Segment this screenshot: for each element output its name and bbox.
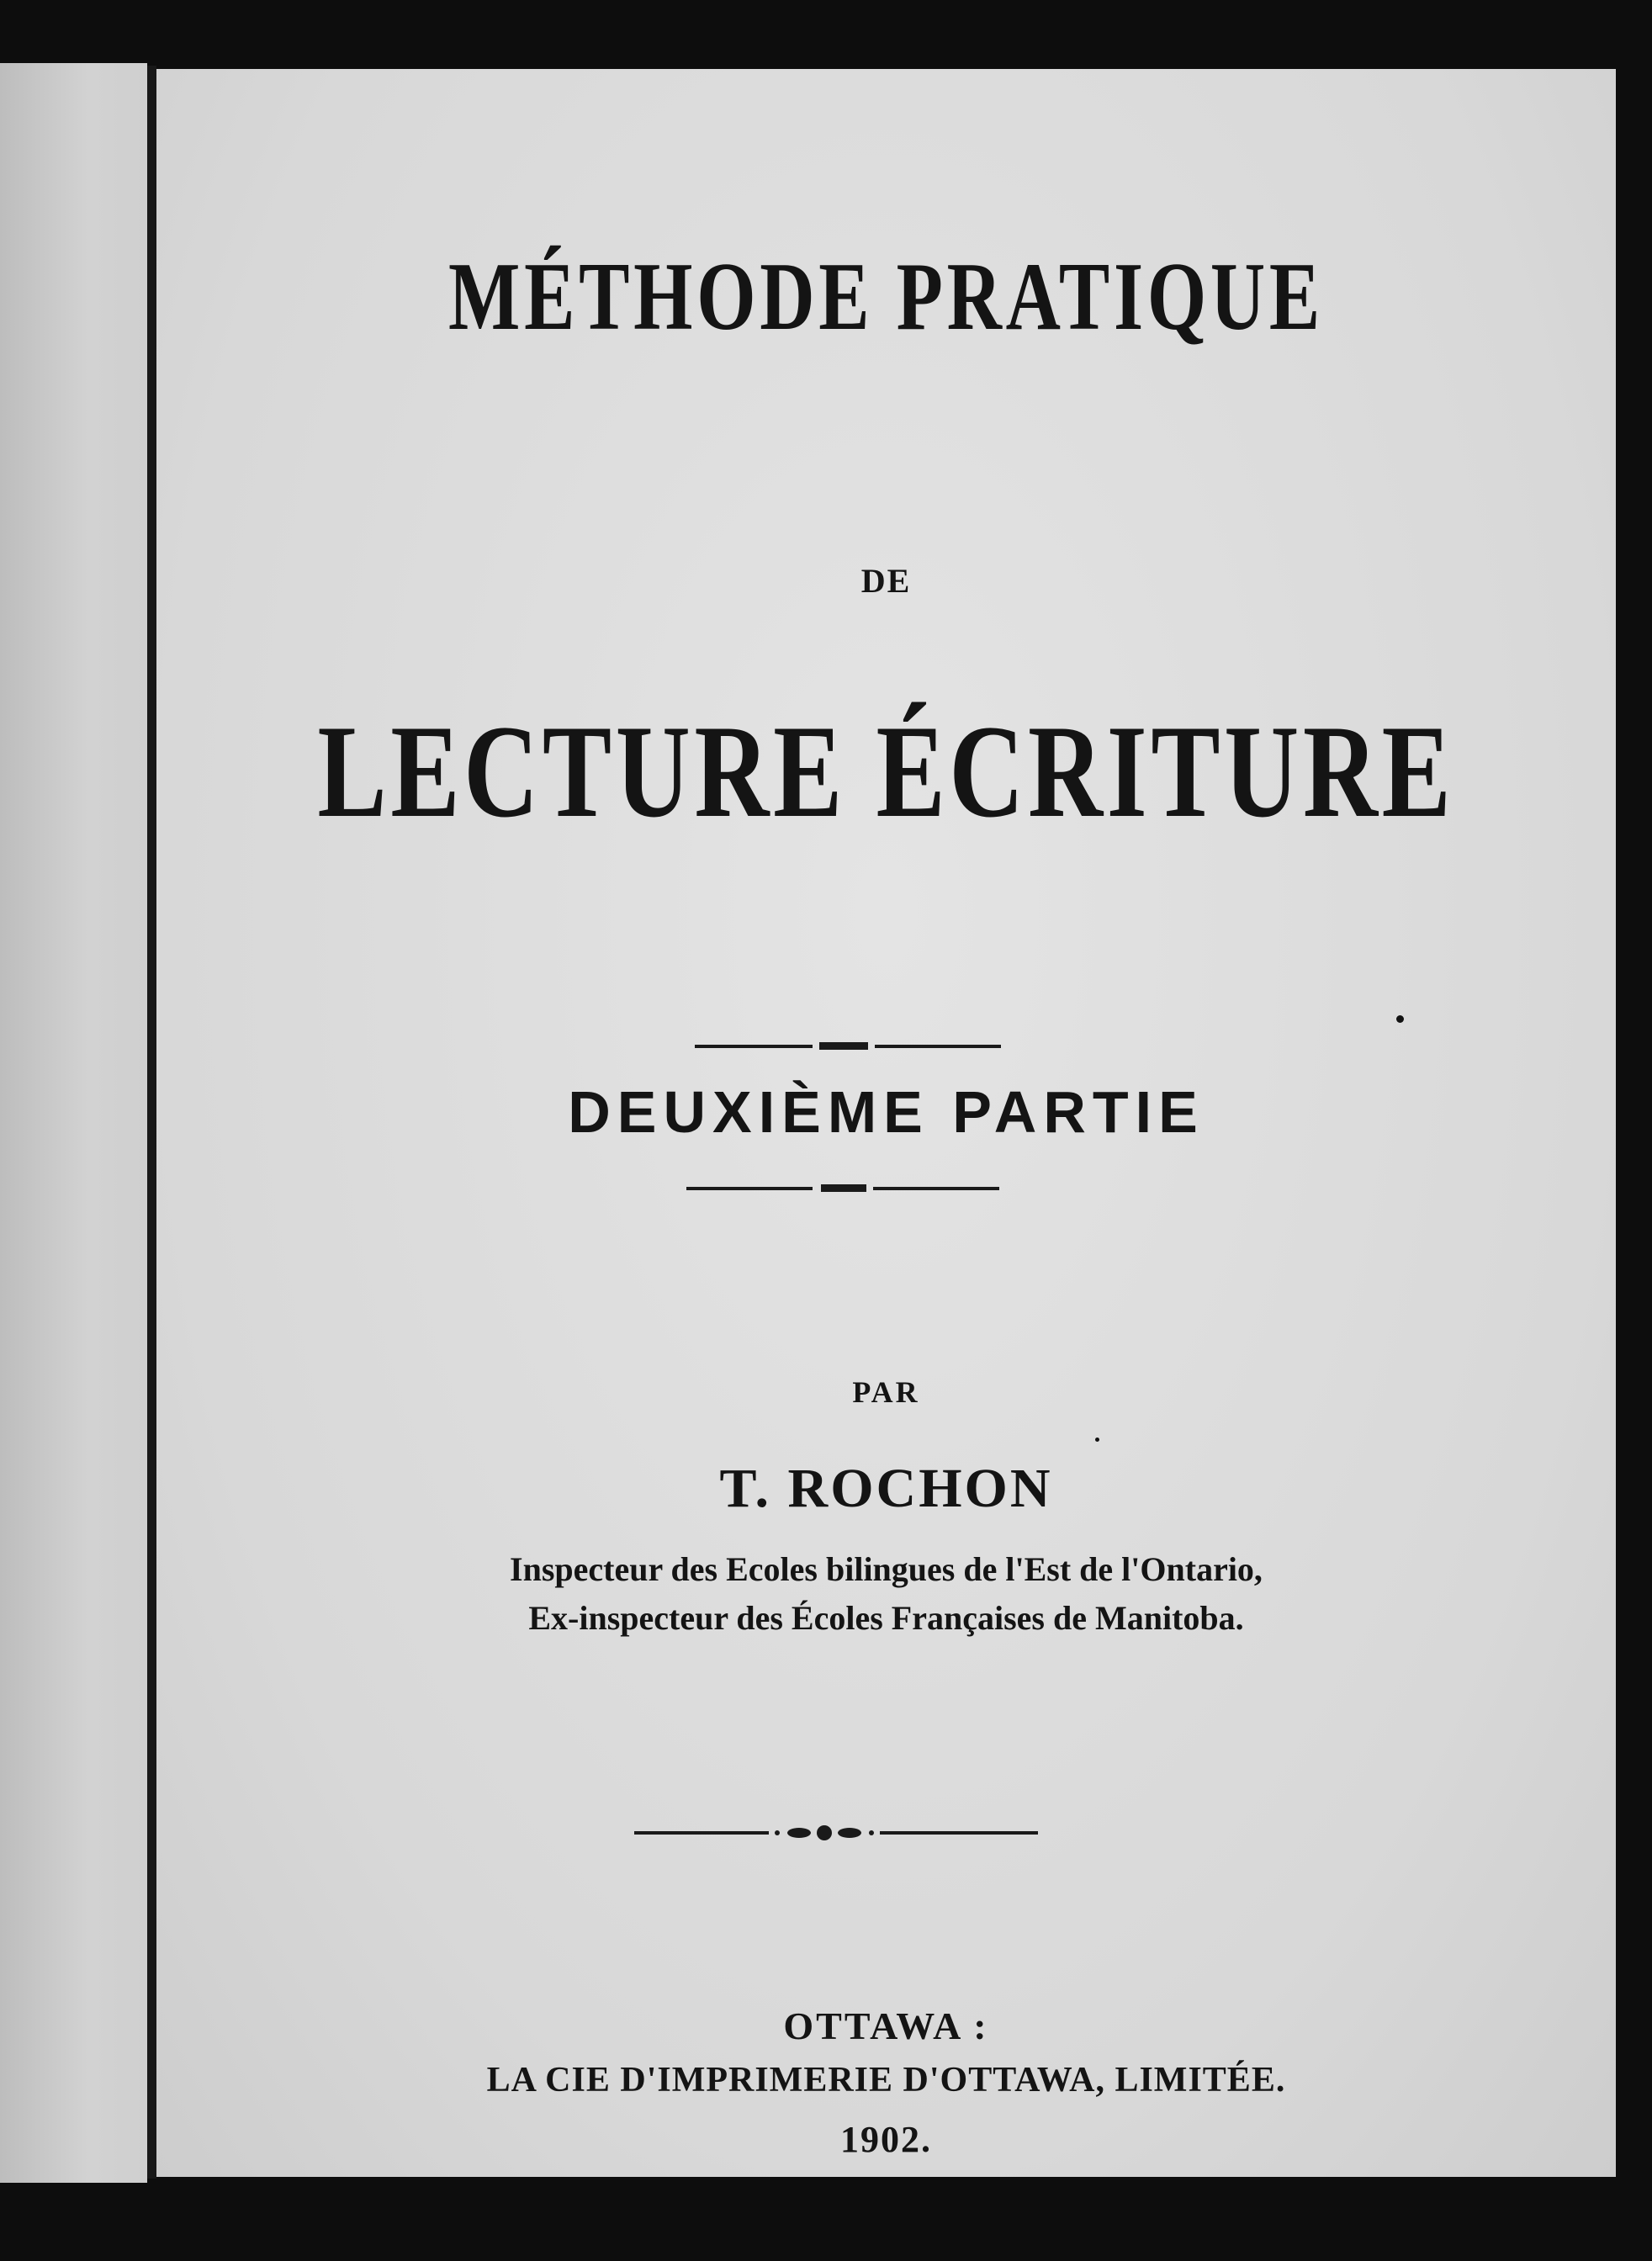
title-connector: DE xyxy=(860,562,912,600)
part-heading: DEUXIÈME PARTIE xyxy=(568,1079,1205,1145)
previous-page-edge xyxy=(0,63,147,2183)
ink-speck xyxy=(1396,1015,1404,1023)
ornament-divider xyxy=(634,1823,1038,1843)
title-page xyxy=(156,69,1616,2177)
title-line-2: LECTURE ÉCRITURE xyxy=(317,698,1455,845)
author-role-line-2: Ex-inspecteur des Écoles Françaises de Manitoba. xyxy=(528,1599,1244,1637)
title-line-1: MÉTHODE PRATIQUE xyxy=(448,243,1324,351)
page-gutter xyxy=(147,66,156,2179)
author-role-line-1: Inspecteur des Ecoles bilingues de l'Est de l'Ontario, xyxy=(510,1550,1263,1588)
imprint-year: 1902. xyxy=(840,2119,932,2160)
by-label: PAR xyxy=(852,1375,920,1409)
imprint-publisher: LA CIE D'IMPRIMERIE D'OTTAWA, LIMITÉE. xyxy=(486,2061,1286,2100)
author-name: T. ROCHON xyxy=(719,1458,1053,1519)
ink-speck xyxy=(1095,1438,1099,1442)
imprint-city: OTTAWA : xyxy=(783,2004,989,2047)
